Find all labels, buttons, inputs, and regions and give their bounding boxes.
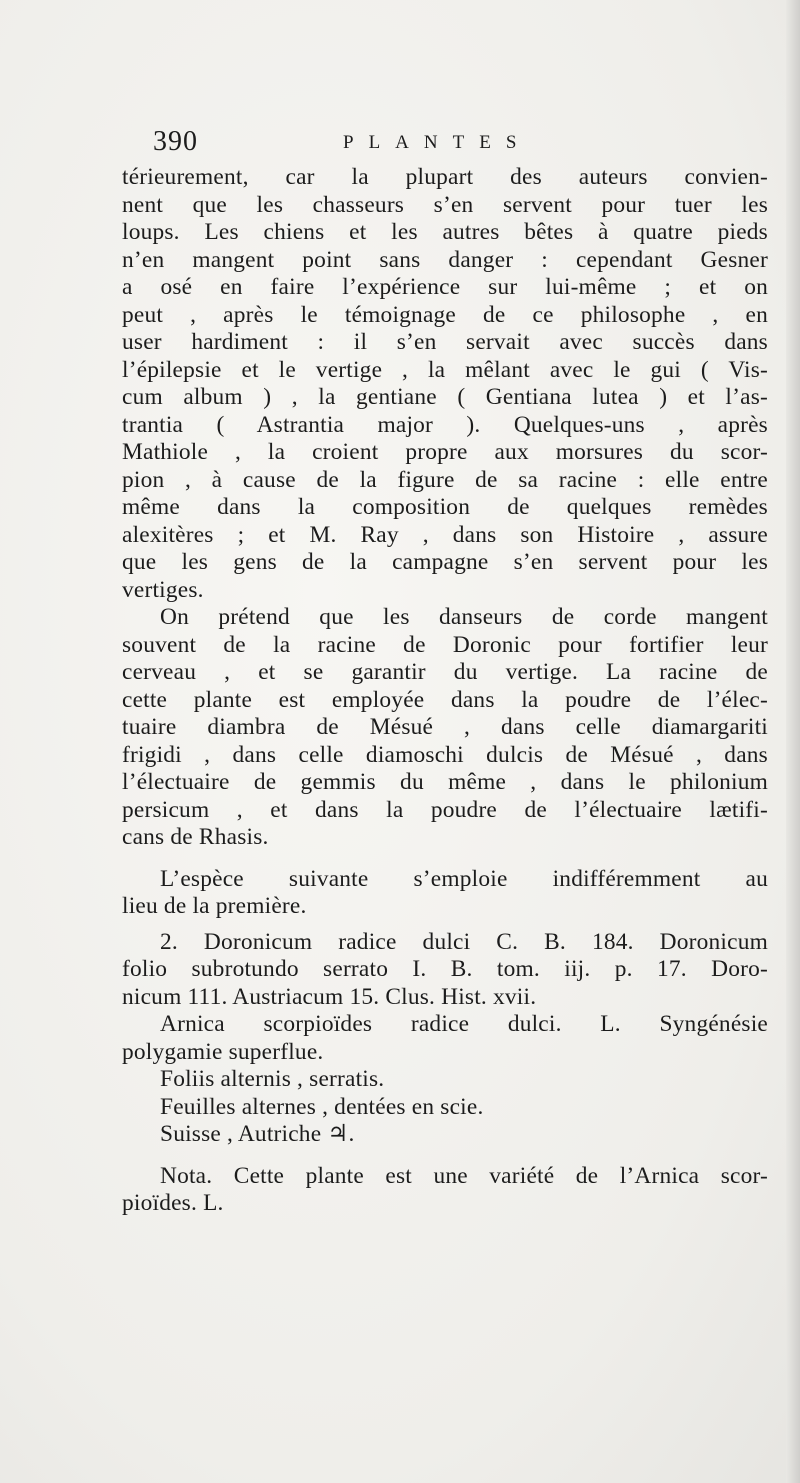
text-line: loups. Les chiens et les autres bêtes à quatre pieds [122, 219, 768, 245]
text-line: cans de Rhasis. [122, 824, 269, 850]
leaves-latin: Foliis alternis , serratis. [160, 1066, 385, 1092]
text-line: l’épilepsie et le vertige , la mêlant avec le gui ( Vis- [122, 356, 768, 383]
text-line: peut , après le témoignage de ce philosophe , en [122, 301, 768, 328]
paragraph-3 [122, 866, 768, 921]
text-line: user hardiment : il s’en servait avec succès dans [122, 329, 768, 355]
paragraph-gap [122, 852, 768, 866]
text-line: L’espèce suivante s’emploie indifféremment au [160, 865, 768, 892]
text-line: frigidi , dans celle diamoschi dulcis de Mésué , dans [122, 741, 768, 768]
paragraph-1 [122, 164, 768, 604]
text-line: souvent de la racine de Doronic pour fortifier leur [122, 631, 768, 658]
synonym-line: folio subrotundo serrato I. B. tom. iij. p. 17. Doro- [122, 956, 768, 982]
species-entry [122, 929, 768, 1149]
body-text [122, 164, 768, 1218]
text-line: que les gens de la campagne s’en servent pour les [122, 549, 768, 575]
text-line: On prétend que les danseurs de corde mangent [160, 604, 768, 630]
text-line: cerveau , et se garantir du vertige. La racine de [122, 659, 768, 685]
text-line: même dans la composition de quelques remèdes [122, 494, 768, 520]
linnaean-name-line: polygamie superflue. [122, 1038, 324, 1065]
nota-block [122, 1163, 768, 1218]
page-header [153, 126, 633, 166]
habitat: Suisse , Autriche ♃. [160, 1121, 355, 1147]
running-head: PLANTES [343, 132, 532, 153]
nota-line: Nota. Cette plante est une variété de l’Arnica scor- [160, 1162, 768, 1189]
text-line: l’électuaire de gemmis du même , dans le philonium [122, 769, 768, 795]
text-line: a osé en faire l’expérience sur lui-même ; et on [122, 274, 768, 300]
text-line: n’en mangent point sans danger : cependant Gesner [122, 246, 768, 273]
paragraph-gap [122, 1149, 768, 1163]
paragraph-gap [122, 921, 768, 929]
paragraph-2 [122, 604, 768, 852]
text-line: trantia ( Astrantia major ). Quelques-uns , après [122, 411, 768, 438]
text-line: cette plante est employée dans la poudre de l’élec- [122, 686, 768, 713]
text-line: alexitères ; et M. Ray , dans son Histoire , assure [122, 521, 768, 548]
linnaean-name-line: Arnica scorpioïdes radice dulci. L. Syngénésie [160, 1011, 768, 1037]
text-line: pion , à cause de la figure de sa racine : elle entre [122, 466, 768, 493]
text-line: nent que les chasseurs s’en servent pour tuer les [122, 191, 768, 218]
synonym-line: nicum 111. Austriacum 15. Clus. Hist. xvii. [122, 983, 537, 1010]
page-number: 390 [153, 126, 198, 157]
leaves-french: Feuilles alternes , dentées en scie. [160, 1093, 484, 1120]
nota-line: pioïdes. L. [122, 1190, 224, 1216]
text-line: vertiges. [122, 576, 204, 603]
text-line: persicum , et dans la poudre de l’électuaire lætifi- [122, 796, 768, 823]
page-edge-shadow [786, 0, 800, 1483]
text-line: térieurement, car la plupart des auteurs convien- [122, 164, 768, 190]
synonym-line: 2. Doronicum radice dulci C. B. 184. Doronicum [160, 928, 768, 955]
text-line: tuaire diambra de Mésué , dans celle diamargariti [122, 714, 768, 740]
text-line: lieu de la première. [122, 893, 307, 919]
text-line: Mathiole , la croient propre aux morsures du scor- [122, 439, 768, 465]
text-line: cum album ) , la gentiane ( Gentiana lutea ) et l’as- [122, 384, 768, 410]
